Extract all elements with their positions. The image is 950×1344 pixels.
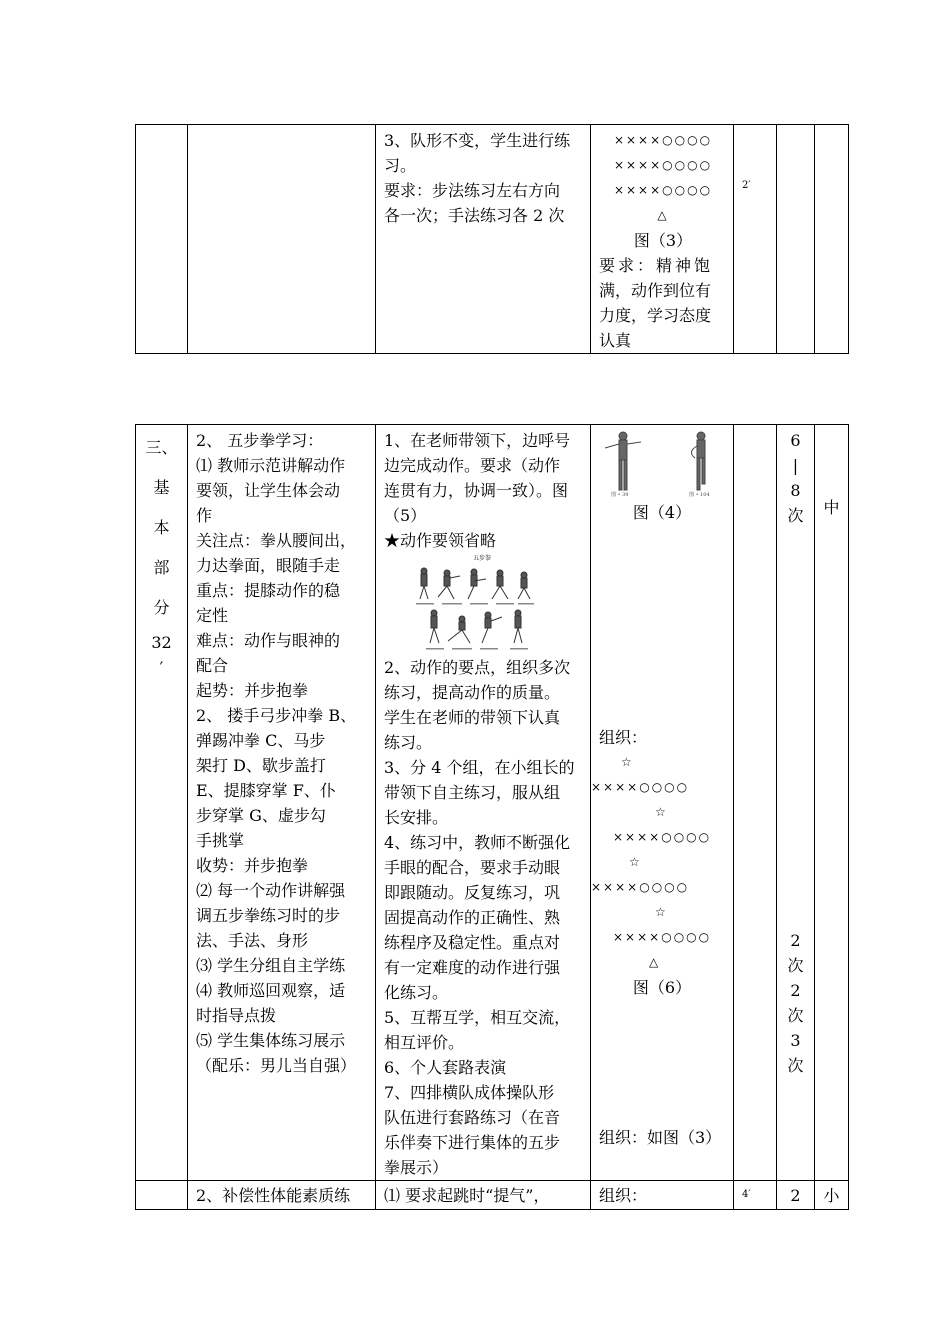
content-line: 配合 — [196, 656, 229, 675]
section-time: 32 — [151, 633, 172, 652]
formation-row: ××××○○○○ — [591, 880, 690, 894]
requirement-line: 满，动作到位有 — [599, 281, 712, 300]
content-line: 关注点：拳从腰间出， — [196, 531, 357, 550]
content-cell — [188, 1181, 376, 1210]
count-cell — [777, 425, 815, 1181]
five-step-boxing-illustration — [412, 555, 552, 655]
content-line: ⑵ 每一个动作讲解强 — [196, 881, 346, 900]
method-line: ★动作要领省略 — [384, 531, 497, 550]
time-value: 4′ — [742, 1189, 751, 1200]
content-line: ⑷ 教师巡回观察，适 — [196, 981, 346, 1000]
count-value: 2 — [790, 931, 801, 950]
requirement-line: 认真 — [599, 331, 632, 350]
boxing-figures-image — [412, 563, 552, 655]
requirement-line: 力度，学习态度 — [599, 306, 712, 325]
formation-row: ××××○○○○ — [613, 930, 712, 944]
formation-row: ××××○○○○ — [591, 780, 690, 794]
method-line: 边完成动作。要求（动作 — [384, 456, 561, 475]
figure-label: 图（3） — [633, 231, 693, 250]
method-line: 2、动作的要点，组织多次 — [384, 658, 571, 677]
method-line: 化练习。 — [384, 983, 449, 1002]
method-line: 1、在老师带领下，边呼号 — [384, 431, 571, 450]
organization-cell — [591, 1181, 734, 1210]
organization-label: 组织： — [599, 728, 648, 747]
section-char: 本 — [153, 518, 170, 537]
content-line: 难点：动作与眼神的 — [196, 631, 341, 650]
section-cell — [136, 1181, 188, 1210]
content-line: E、提膝穿掌 F、仆 — [196, 781, 336, 800]
content-line: 2、补偿性体能素质练 — [196, 1186, 351, 1205]
method-line: 拳展示） — [384, 1158, 449, 1177]
content-line: 调五步拳练习时的步 — [196, 906, 341, 925]
count-value: 8 — [790, 481, 801, 500]
method-line: 练习，提高动作的质量。 — [384, 683, 561, 702]
method-line: （5） — [384, 506, 427, 525]
method-line: 乐伴奏下进行集体的五步 — [384, 1133, 561, 1152]
content-line: ⑴ 教师示范讲解动作 — [196, 456, 346, 475]
method-line: 5、互帮互学，相互交流， — [384, 1008, 571, 1027]
section-char: 部 — [153, 558, 170, 577]
content-line: 手挑掌 — [196, 831, 245, 850]
content-line: 定性 — [196, 606, 229, 625]
content-line: 要领，让学生体会动 — [196, 481, 341, 500]
count-unit: 次 — [787, 956, 804, 975]
count-unit: 次 — [787, 506, 804, 525]
figure-caption-left: 图 • 39 — [611, 492, 629, 498]
lesson-table-top — [135, 124, 849, 354]
content-line: 起势：并步抱拳 — [196, 681, 309, 700]
method-line: 固提高动作的正确性、熟 — [384, 908, 561, 927]
count-value: 3 — [790, 1031, 801, 1050]
content-line: 重点：提膝动作的稳 — [196, 581, 341, 600]
figure-label: 图（6） — [632, 978, 692, 997]
method-line: 各一次；手法练习各 2 次 — [384, 206, 565, 225]
group-leader-star: ☆ — [655, 805, 666, 819]
count-unit: 次 — [787, 1056, 804, 1075]
section-number: 三、 — [145, 438, 178, 457]
count-separator: | — [792, 456, 799, 475]
formation-row: ××××○○○○ — [613, 158, 713, 172]
teacher-triangle: △ — [649, 955, 659, 969]
intensity-value: 中 — [823, 498, 840, 517]
section-cell — [136, 125, 188, 354]
content-line: 架打 D、歇步盖打 — [196, 756, 326, 775]
content-line: 弹踢冲拳 C、马步 — [196, 731, 326, 750]
count-value: 2 — [790, 981, 801, 1000]
section-char: 基 — [153, 478, 170, 497]
formation-row: ××××○○○○ — [613, 830, 712, 844]
method-line: 3、队形不变，学生进行练 — [384, 131, 571, 150]
intensity-cell — [815, 425, 849, 1181]
figure-label: 图（4） — [632, 503, 692, 522]
method-cell — [376, 125, 591, 354]
count-cell — [777, 125, 815, 354]
content-line: 时指导点拨 — [196, 1006, 277, 1025]
method-line: 有一定难度的动作进行强 — [384, 958, 561, 977]
organization-label: 组织：如图（3） — [599, 1128, 722, 1147]
time-value: 2′ — [742, 180, 751, 191]
method-line: 手眼的配合，要求手动眼 — [384, 858, 561, 877]
content-cell — [188, 425, 376, 1181]
method-line: 带领下自主练习，服从组 — [384, 783, 561, 802]
intensity-cell — [815, 1181, 849, 1210]
figure-caption-right: 图 • 104 — [689, 492, 710, 498]
organization-cell — [591, 125, 734, 354]
count-unit: 次 — [787, 1006, 804, 1025]
content-line: 步穿掌 G、虚步勾 — [196, 806, 326, 825]
method-line: 练程序及稳定性。重点对 — [384, 933, 561, 952]
organization-label: 组织： — [599, 1186, 648, 1205]
intensity-cell — [815, 125, 849, 354]
teacher-triangle: △ — [657, 208, 669, 222]
method-line: 长安排。 — [384, 808, 449, 827]
content-line: 力达拳面，眼随手走 — [196, 556, 341, 575]
method-line: 3、分 4 个组，在小组长的 — [384, 758, 575, 777]
content-cell — [188, 125, 376, 354]
method-line: 习。 — [384, 156, 417, 175]
organization-cell — [591, 425, 734, 1181]
group-leader-star: ☆ — [621, 755, 632, 769]
stance-figures-image — [591, 428, 734, 500]
section-cell — [136, 425, 188, 1181]
method-line: 练习。 — [384, 733, 433, 752]
formation-row: ××××○○○○ — [613, 133, 713, 147]
group-leader-star: ☆ — [629, 855, 640, 869]
section-time-unit: ′ — [159, 658, 164, 677]
method-line: 相互评价。 — [384, 1033, 465, 1052]
count-value: 2 — [790, 1186, 801, 1205]
figure-4-image — [591, 428, 734, 500]
intensity-value: 小 — [823, 1186, 840, 1205]
method-line: 要求：步法练习左右方向 — [384, 181, 561, 200]
lesson-table-basic — [135, 424, 849, 1210]
section-char: 分 — [153, 598, 170, 617]
method-line: 连贯有力，协调一致）。图 — [384, 481, 569, 500]
method-line: 学生在老师的带领下认真 — [384, 708, 561, 727]
method-line: 队伍进行套路练习（在音 — [384, 1108, 561, 1127]
group-leader-star: ☆ — [655, 905, 666, 919]
count-cell — [777, 1181, 815, 1210]
content-line: 法、手法、身形 — [196, 931, 309, 950]
time-cell — [734, 425, 777, 1181]
requirement-line: 要求：精神饱 — [599, 256, 714, 275]
content-line: 作 — [196, 506, 213, 525]
method-line: 6、个人套路表演 — [384, 1058, 507, 1077]
method-cell — [376, 425, 591, 1181]
method-line: 4、练习中，教师不断强化 — [384, 833, 571, 852]
method-line: 即跟随动。反复练习，巩 — [384, 883, 561, 902]
illustration-title: 五步拳 — [472, 555, 491, 562]
content-line: 2、 搂手弓步冲拳 B、 — [196, 706, 357, 725]
time-cell — [734, 125, 777, 354]
method-line: 7、四排横队成体操队形 — [384, 1083, 555, 1102]
time-cell — [734, 1181, 777, 1210]
method-cell — [376, 1181, 591, 1210]
content-line: ⑶ 学生分组自主学练 — [196, 956, 346, 975]
method-line: ⑴ 要求起跳时“提气”， — [384, 1186, 550, 1205]
content-line: 2、 五步拳学习： — [196, 431, 324, 450]
content-line: （配乐：男儿当自强） — [196, 1056, 357, 1075]
count-value: 6 — [790, 431, 801, 450]
content-line: ⑸ 学生集体练习展示 — [196, 1031, 346, 1050]
formation-row: ××××○○○○ — [613, 183, 713, 197]
content-line: 收势：并步抱拳 — [196, 856, 309, 875]
